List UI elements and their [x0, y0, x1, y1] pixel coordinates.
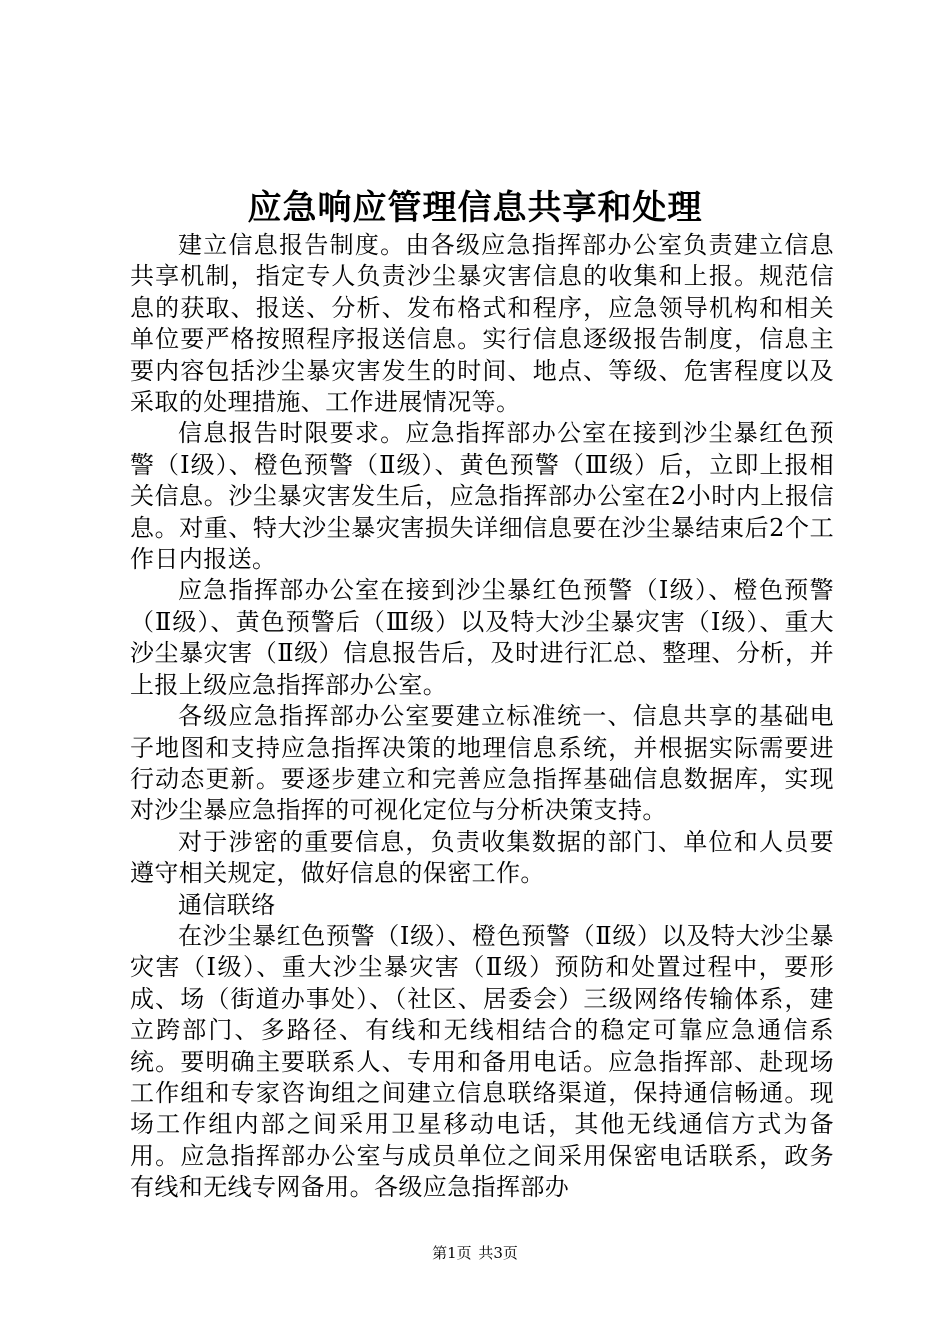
- page-total: 共3页: [478, 1244, 518, 1262]
- page-number: 第1页: [432, 1244, 472, 1262]
- paragraph-info-report-system: 建立信息报告制度。由各级应急指挥部办公室负责建立信息共享机制，指定专人负责沙尘暴灾害信息的收集和上报。规范信息的获取、报送、分析、发布格式和程序，应急领导机构和相关单位要严格按照程序报送信息。实行信息逐级报告制度，信息主要内容包括沙尘暴灾害发生的时间、地点、等级、危害程度以及采取的处理措施、工作进展情况等。: [130, 231, 834, 417]
- paragraph-gis-system: 各级应急指挥部办公室要建立标准统一、信息共享的基础电子地图和支持应急指挥决策的地理信息系统，并根据实际需要进行动态更新。要逐步建立和完善应急指挥基础信息数据库，实现对沙尘暴应急指挥的可视化定位与分析决策支持。: [130, 702, 834, 825]
- page-title: 应急响应管理信息共享和处理: [247, 188, 703, 228]
- paragraph-office-reporting: 应急指挥部办公室在接到沙尘暴红色预警（Ⅰ级）、橙色预警（Ⅱ级）、黄色预警后（Ⅲ级）以及特大沙尘暴灾害（Ⅰ级）、重大沙尘暴灾害（Ⅱ级）信息报告后，及时进行汇总、整理、分析，并上报上级应急指挥部办公室。: [130, 576, 834, 699]
- section-heading-communication: 通信联络: [178, 890, 276, 919]
- document-body: [130, 230, 834, 1204]
- paragraph-communication-system: 在沙尘暴红色预警（Ⅰ级）、橙色预警（Ⅱ级）以及特大沙尘暴灾害（Ⅰ级）、重大沙尘暴灾害（Ⅱ级）预防和处置过程中，要形成、场（街道办事处）、（社区、居委会）三级网络传输体系，建立跨部门、多路径、有线和无线相结合的稳定可靠应急通信系统。要明确主要联系人、专用和备用电话。应急指挥部、赴现场工作组和专家咨询组之间建立信息联络渠道，保持通信畅通。现场工作组内部之间采用卫星移动电话，其他无线通信方式为备用。应急指挥部办公室与成员单位之间采用保密电话联系，政务有线和无线专网备用。各级应急指挥部办: [130, 921, 834, 1202]
- paragraph-confidentiality: 对于涉密的重要信息，负责收集数据的部门、单位和人员要遵守相关规定，做好信息的保密工作。: [130, 827, 834, 888]
- page-footer: [0, 1243, 950, 1263]
- paragraph-report-time-limit: 信息报告时限要求。应急指挥部办公室在接到沙尘暴红色预警（Ⅰ级）、橙色预警（Ⅱ级）、黄色预警（Ⅲ级）后，立即上报相关信息。沙尘暴灾害发生后，应急指挥部办公室在2小时内上报信息。对重、特大沙尘暴灾害损失详细信息要在沙尘暴结束后2个工作日内报送。: [130, 419, 834, 574]
